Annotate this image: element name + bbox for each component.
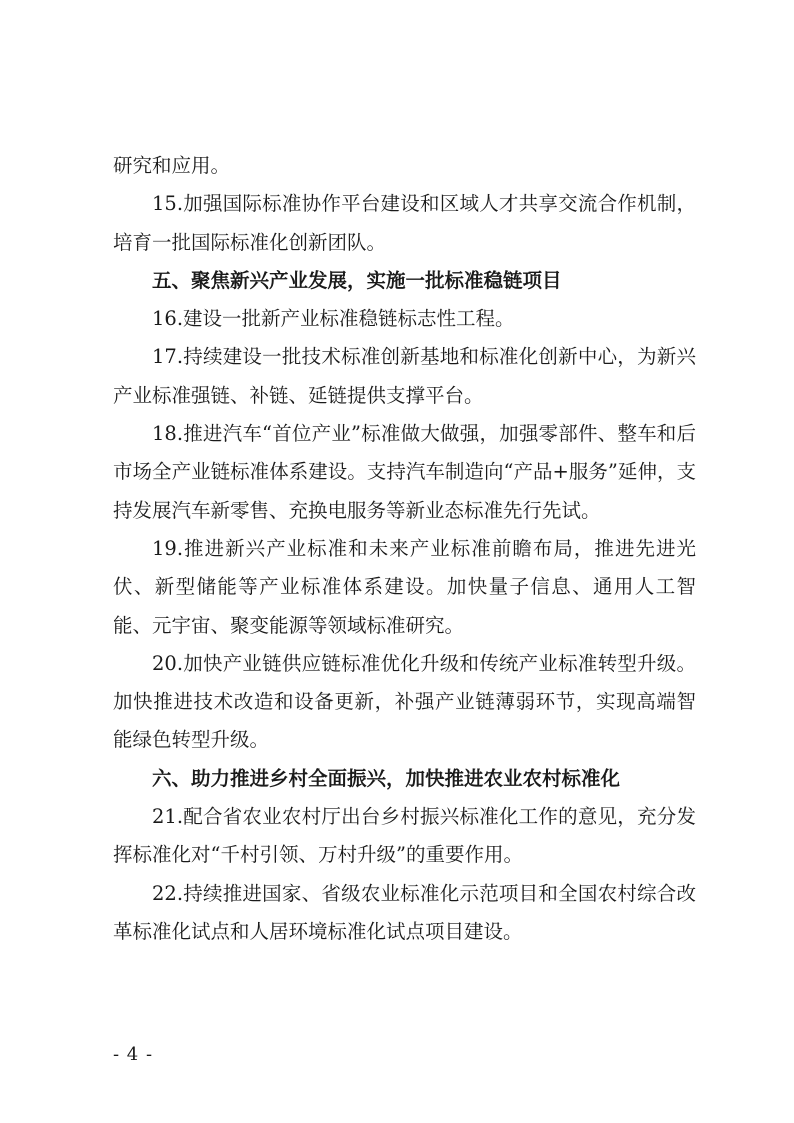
- paragraph-item-22: 22.持续推进国家、省级农业标准化示范项目和全国农村综合改革标准化试点和人居环境标准化试点项目建设。: [113, 881, 696, 943]
- paragraph-item-15: 15.加强国际标准协作平台建设和区域人才共享交流合作机制，培育一批国际标准化创新团队。: [113, 192, 696, 254]
- document-body: [113, 147, 696, 951]
- paragraph-continuation: 研究和应用。: [113, 154, 231, 177]
- paragraph-item-17: 17.持续建设一批技术标准创新基地和标准化创新中心，为新兴产业标准强链、补链、延链提供支撑平台。: [113, 345, 696, 407]
- section-heading-5: 五、聚焦新兴产业发展，实施一批标准稳链项目: [152, 268, 562, 292]
- paragraph-item-18: 18.推进汽车“首位产业”标准做大做强，加强零部件、整车和后市场全产业链标准体系建设。支持汽车制造向“产品+服务”延伸，支持发展汽车新零售、充换电服务等新业态标准先行先试。: [113, 422, 696, 522]
- paragraph-item-16: 16.建设一批新产业标准稳链标志性工程。: [152, 307, 515, 331]
- section-heading-6: 六、助力推进乡村全面振兴，加快推进农业农村标准化: [152, 766, 621, 790]
- paragraph-item-20: 20.加快产业链供应链标准优化升级和传统产业标准转型升级。加快推进技术改造和设备更新，补强产业链薄弱环节，实现高端智能绿色转型升级。: [113, 651, 696, 752]
- paragraph-item-21: 21.配合省农业农村厅出台乡村振兴标准化工作的意见，充分发挥标准化对“千村引领、万村升级”的重要作用。: [113, 805, 696, 867]
- paragraph-item-19: 19.推进新兴产业标准和未来产业标准前瞻布局，推进先进光伏、新型储能等产业标准体系建设。加快量子信息、通用人工智能、元宇宙、聚变能源等领域标准研究。: [113, 536, 696, 637]
- page-number: - 4 -: [113, 1044, 154, 1065]
